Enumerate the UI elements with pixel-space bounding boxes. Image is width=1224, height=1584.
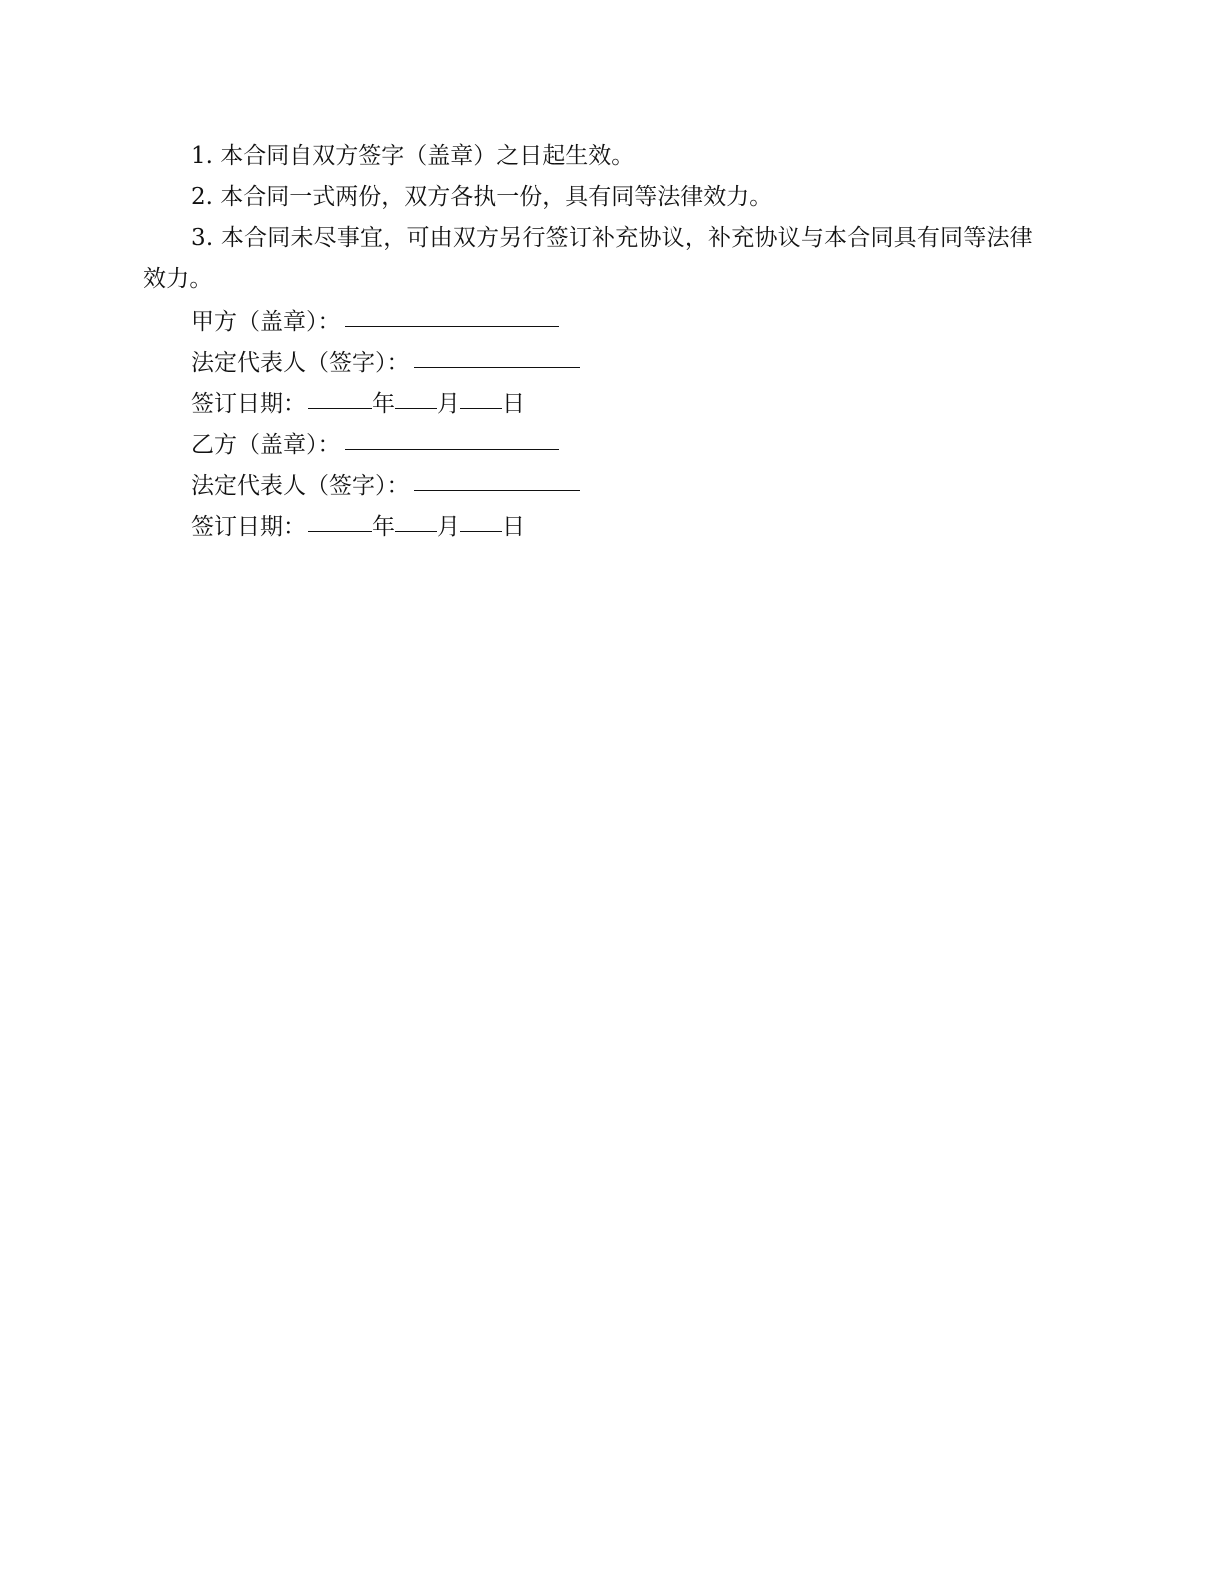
party-a-month-blank[interactable] xyxy=(395,380,437,409)
party-b-year-label: 年 xyxy=(372,514,395,540)
party-a-seal-label: 甲方（盖章）： xyxy=(191,309,341,335)
clause-3: 3. 本合同未尽事宜，可由双方另行签订补充协议，补充协议与本合同具有同等法律效力。 xyxy=(143,225,1033,292)
party-b-seal-label: 乙方（盖章）： xyxy=(191,432,341,458)
party-a-rep-blank[interactable] xyxy=(414,339,580,368)
clause-2: 2. 本合同一式两份，双方各执一份，具有同等法律效力。 xyxy=(191,184,773,210)
party-b-year-blank[interactable] xyxy=(308,503,372,532)
party-b-rep-line xyxy=(143,464,1063,505)
party-b-date-label: 签订日期： xyxy=(191,514,306,540)
party-a-year-label: 年 xyxy=(372,391,395,417)
party-b-seal-line xyxy=(143,423,1063,464)
party-a-day-label: 日 xyxy=(502,391,525,417)
party-a-date-line xyxy=(143,382,1063,423)
party-b-day-label: 日 xyxy=(502,514,525,540)
party-b-day-blank[interactable] xyxy=(460,503,502,532)
party-b-month-label: 月 xyxy=(437,514,460,540)
party-b-rep-label: 法定代表人（签字）： xyxy=(191,473,410,499)
party-a-year-blank[interactable] xyxy=(308,380,372,409)
party-b-month-blank[interactable] xyxy=(395,503,437,532)
party-b-seal-blank[interactable] xyxy=(345,421,559,450)
contract-closing-section xyxy=(143,136,1063,546)
party-a-seal-blank[interactable] xyxy=(345,298,559,327)
party-a-rep-line xyxy=(143,341,1063,382)
clause-1: 1. 本合同自双方签字（盖章）之日起生效。 xyxy=(191,143,635,169)
party-b-rep-blank[interactable] xyxy=(414,462,580,491)
party-a-date-label: 签订日期： xyxy=(191,391,306,417)
party-a-day-blank[interactable] xyxy=(460,380,502,409)
party-a-month-label: 月 xyxy=(437,391,460,417)
party-b-date-line xyxy=(143,505,1063,546)
party-a-seal-line xyxy=(143,300,1063,341)
party-a-rep-label: 法定代表人（签字）： xyxy=(191,350,410,376)
